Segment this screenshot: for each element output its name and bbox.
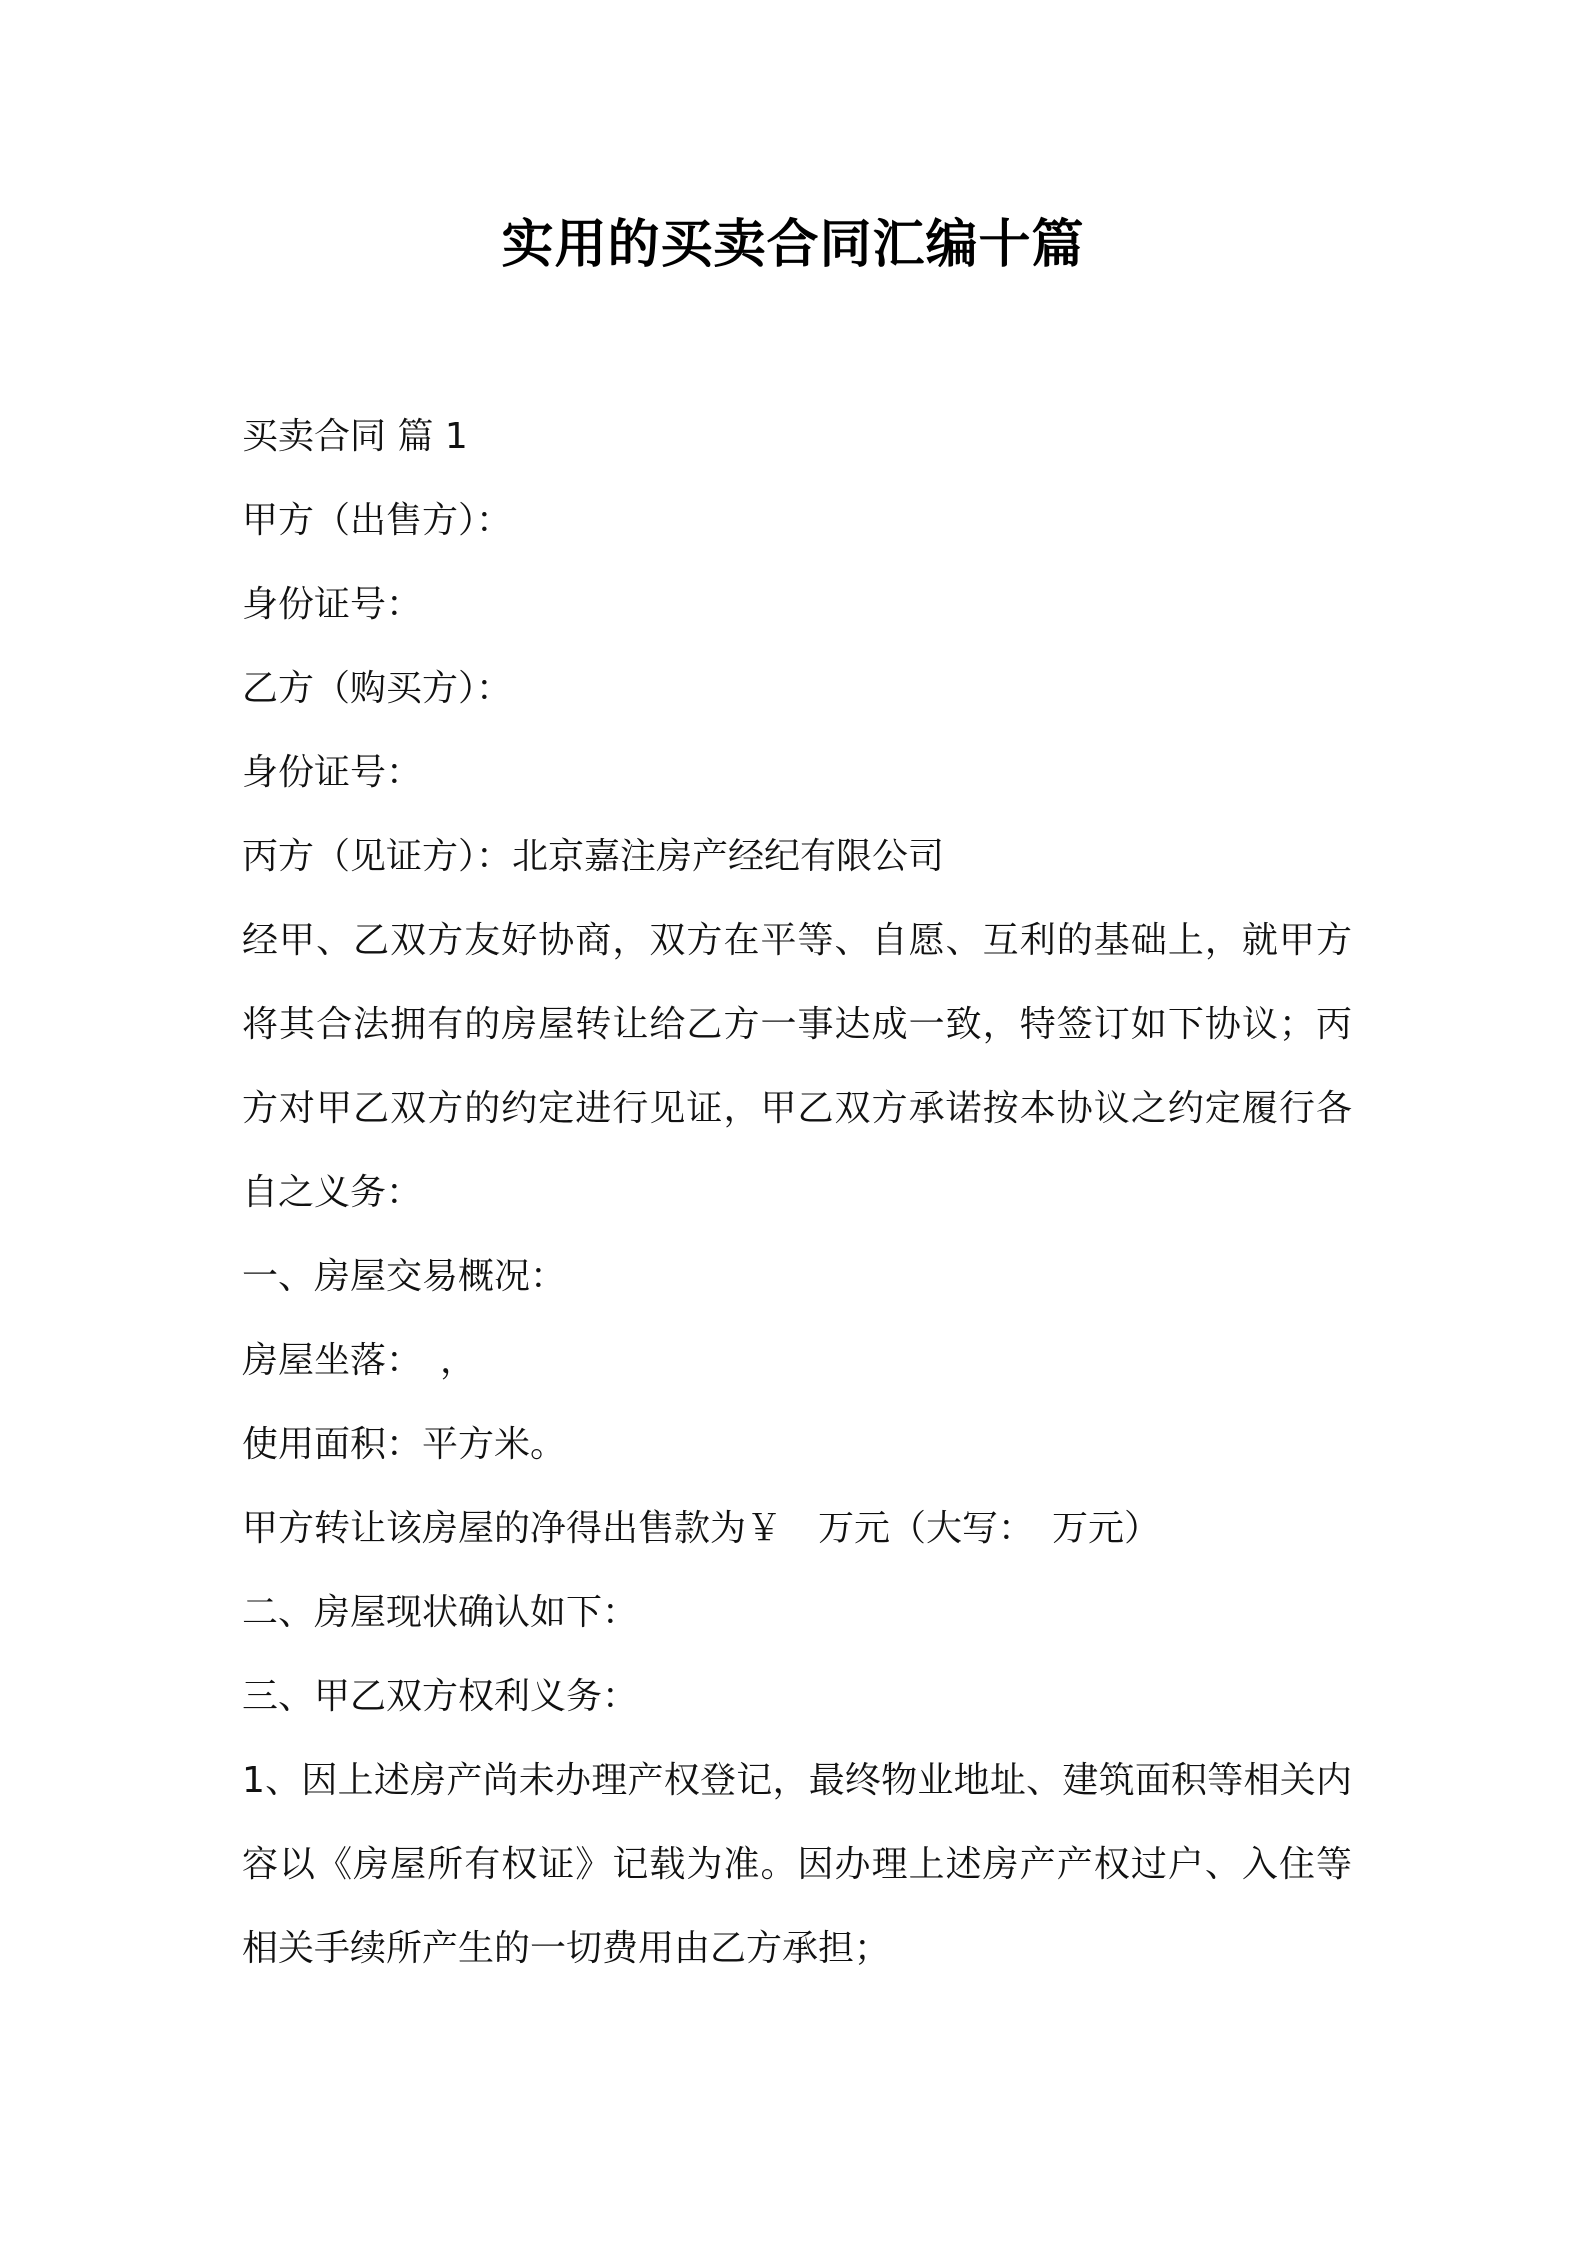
clause-3-heading: 三、甲乙双方权利义务： <box>242 1676 639 1717</box>
price-line: 甲方转让该房屋的净得出售款为￥ 万元（大写： 万元） <box>242 1508 1161 1549</box>
document-title: 实用的买卖合同汇编十篇 <box>501 215 1085 275</box>
location-line: 房屋坐落： ， <box>242 1340 477 1381</box>
party-c-line: 丙方（见证方）：北京嘉注房产经纪有限公司 <box>242 836 945 877</box>
party-a-id-line: 身份证号： <box>242 584 423 625</box>
intro-paragraph: 经甲、乙双方友好协商，双方在平等、自愿、互利的基础上，就甲方将其合法拥有的房屋转让给乙方一事达成一致，特签订如下协议；丙方对甲乙双方的约定进行见证，甲乙双方承诺按本协议之约定履行各自之义务： <box>242 920 1352 1213</box>
party-b-id-line: 身份证号： <box>242 752 423 793</box>
clause-1-heading: 一、房屋交易概况： <box>242 1256 567 1297</box>
party-a-line: 甲方（出售方）： <box>242 500 513 541</box>
section-heading: 买卖合同 篇 1 <box>242 416 468 457</box>
clause-3-item-1: 1、因上述房产尚未办理产权登记，最终物业地址、建筑面积等相关内容以《房屋所有权证》记载为准。因办理上述房产产权过户、入住等相关手续所产生的一切费用由乙方承担； <box>242 1760 1352 1969</box>
area-line: 使用面积：平方米。 <box>242 1424 567 1465</box>
clause-2-heading: 二、房屋现状确认如下： <box>242 1592 639 1633</box>
party-b-line: 乙方（购买方）： <box>242 668 513 709</box>
document-body <box>242 395 1352 1991</box>
